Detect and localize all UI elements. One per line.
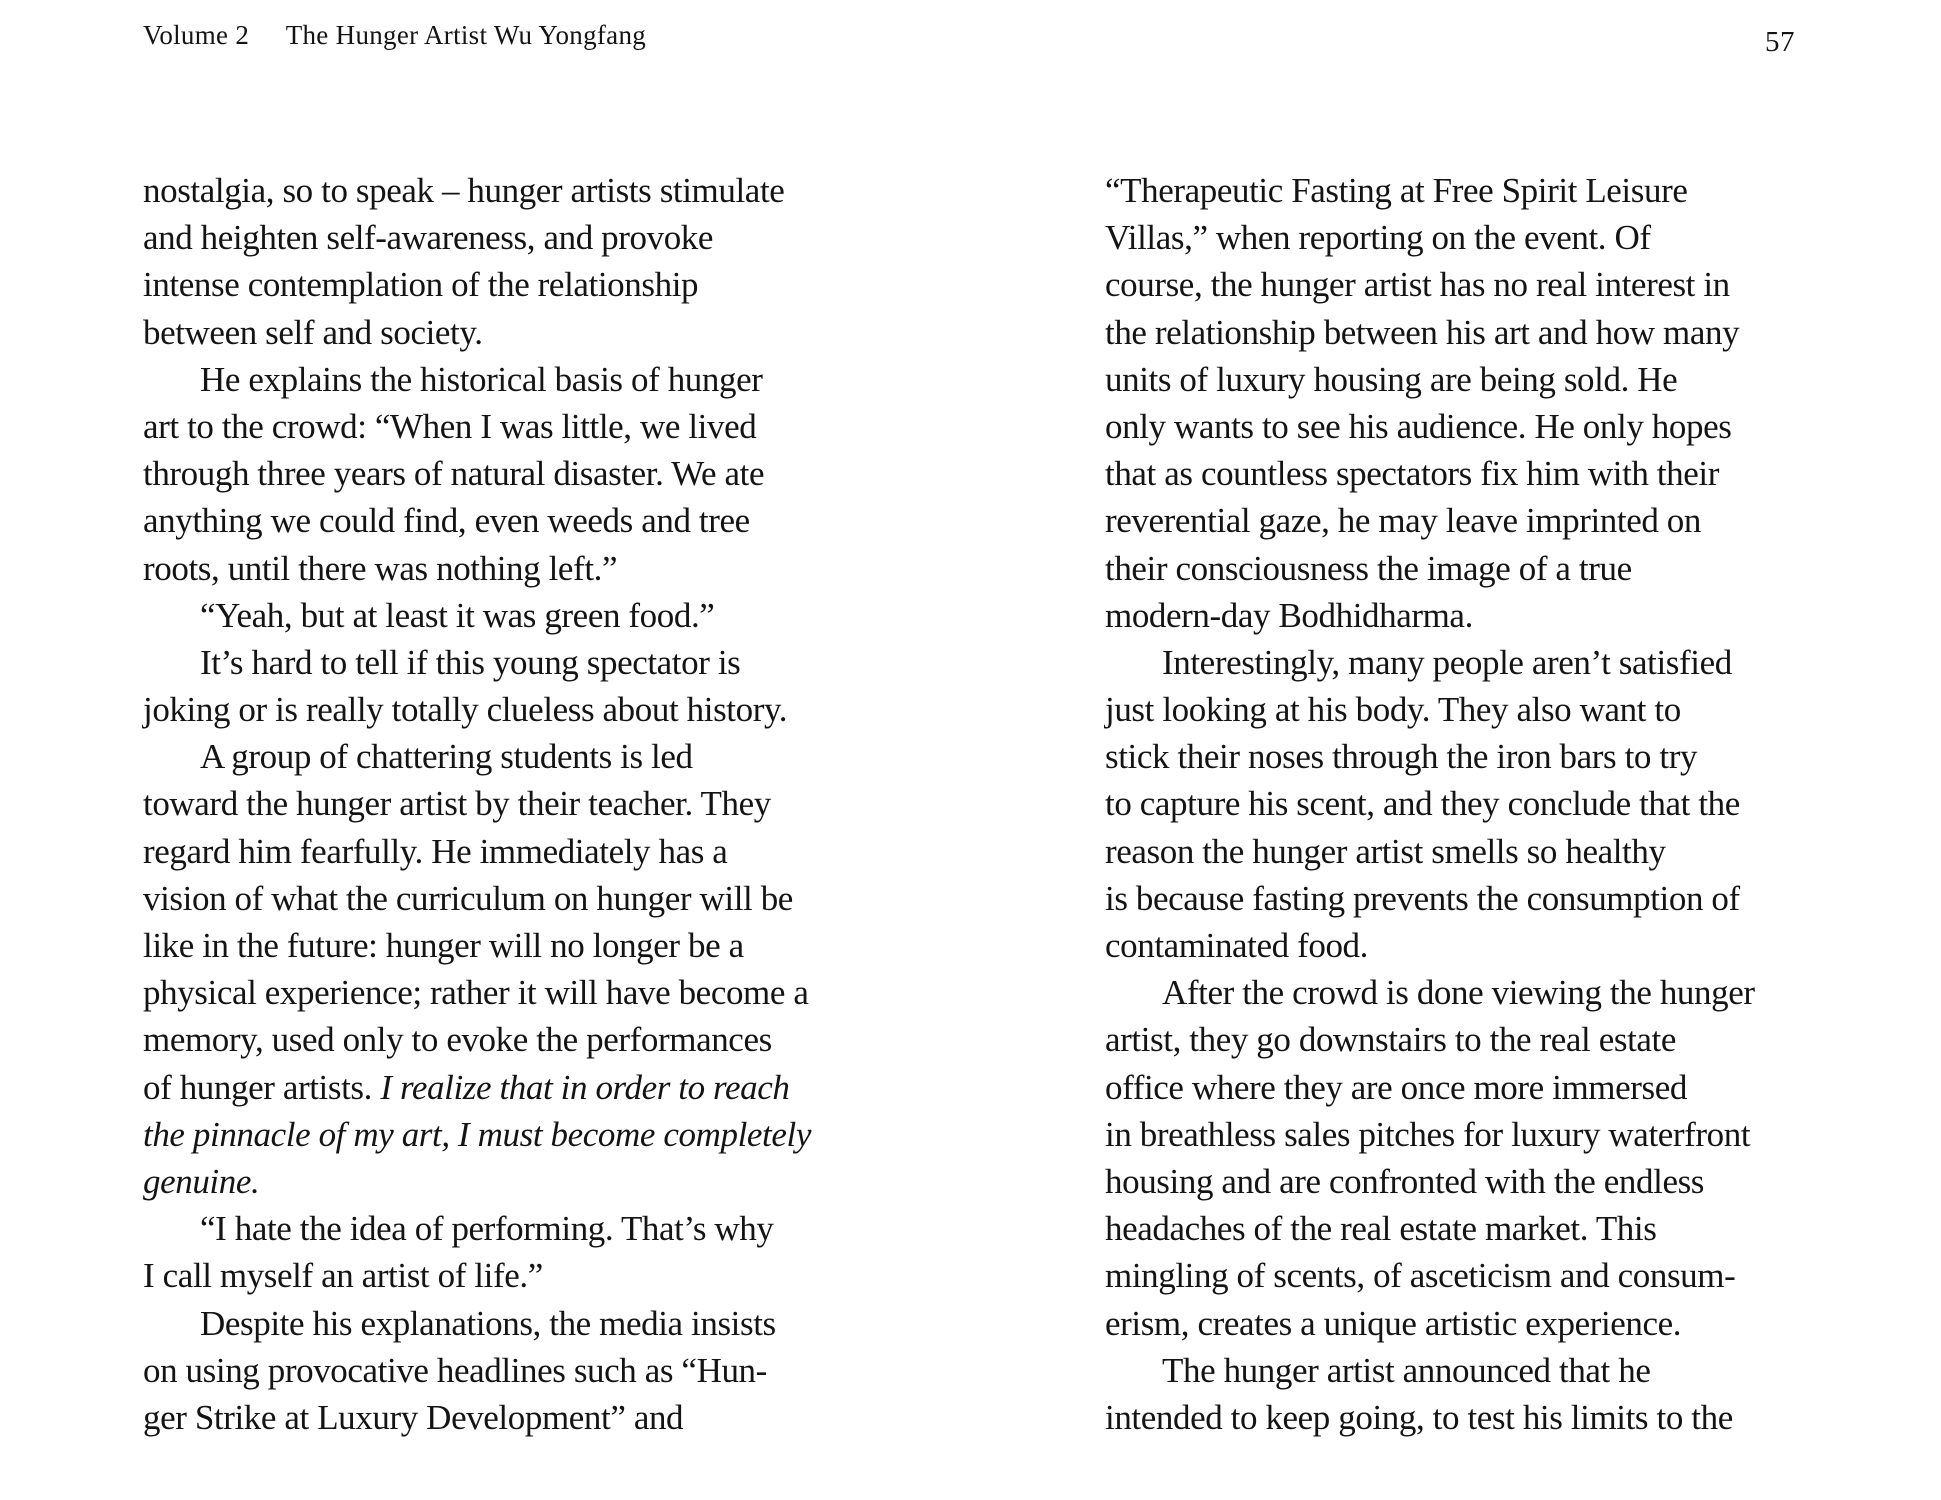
right-column (1105, 167, 1755, 1441)
text-line (143, 1300, 811, 1347)
text-segment: artist, they go downstairs to the real estate (1105, 1020, 1677, 1060)
text-segment: office where they are once more immersed (1105, 1067, 1687, 1107)
text-line (1105, 828, 1755, 875)
text-segment: erism, creates a unique artistic experience. (1105, 1303, 1682, 1343)
text-line (1105, 1394, 1755, 1441)
text-segment: and heighten self-awareness, and provoke (143, 218, 714, 258)
text-line (1105, 356, 1755, 403)
left-column (143, 167, 811, 1441)
text-segment: in breathless sales pitches for luxury waterfront (1105, 1114, 1751, 1154)
text-line (143, 545, 811, 592)
text-segment: mingling of scents, of asceticism and consum- (1105, 1256, 1736, 1296)
text-segment: is because fasting prevents the consumption of (1105, 878, 1740, 918)
text-line (1105, 497, 1755, 544)
text-line (143, 875, 811, 922)
italic-text-segment: the pinnacle of my art, I must become completely (143, 1114, 811, 1154)
text-line (143, 450, 811, 497)
text-segment: The hunger artist announced that he (1162, 1350, 1651, 1390)
text-line (1105, 1158, 1755, 1205)
text-line (1105, 686, 1755, 733)
text-segment: toward the hunger artist by their teacher. They (143, 784, 771, 824)
text-segment: Despite his explanations, the media insists (200, 1303, 776, 1343)
text-line (143, 592, 811, 639)
text-segment: contaminated food. (1105, 926, 1368, 965)
text-line (143, 1111, 811, 1158)
text-line (1105, 261, 1755, 308)
text-segment: A group of chattering students is led (200, 737, 693, 777)
text-line (143, 1205, 811, 1252)
text-segment: anything we could find, even weeds and tree (143, 501, 750, 541)
text-line (1105, 780, 1755, 827)
text-line (1105, 167, 1755, 214)
text-segment: headaches of the real estate market. This (1105, 1209, 1657, 1249)
text-segment: modern-day Bodhidharma. (1105, 595, 1473, 635)
text-segment: their consciousness the image of a true (1105, 548, 1632, 588)
text-segment: housing and are confronted with the endless (1105, 1161, 1705, 1201)
text-line (143, 1016, 811, 1063)
text-line (1105, 450, 1755, 497)
text-segment: units of luxury housing are being sold. He (1105, 359, 1678, 399)
text-segment: “Yeah, but at least it was green food.” (200, 595, 715, 635)
text-segment: reverential gaze, he may leave imprinted on (1105, 501, 1701, 541)
text-segment: ger Strike at Luxury Development” and (143, 1397, 684, 1437)
text-segment: memory, used only to evoke the performances (143, 1020, 772, 1060)
text-line (1105, 214, 1755, 261)
text-line (143, 1252, 811, 1299)
text-line (1105, 639, 1755, 686)
text-segment: “Therapeutic Fasting at Free Spirit Leisure (1105, 171, 1688, 210)
text-segment: intended to keep going, to test his limits to the (1105, 1397, 1733, 1437)
text-segment: stick their noses through the iron bars to try (1105, 737, 1698, 777)
text-line (1105, 545, 1755, 592)
running-head (143, 20, 646, 51)
text-line (143, 922, 811, 969)
text-line (143, 1394, 811, 1441)
text-line (143, 167, 811, 214)
text-line (1105, 733, 1755, 780)
text-line (1105, 403, 1755, 450)
text-segment: physical experience; rather it will have become a (143, 973, 809, 1013)
text-line (143, 1347, 811, 1394)
text-segment: I call myself an artist of life.” (143, 1256, 543, 1296)
page-number: 57 (1765, 26, 1795, 58)
text-segment: He explains the historical basis of hunger (200, 359, 763, 399)
text-line (1105, 1016, 1755, 1063)
text-line (143, 733, 811, 780)
text-line (143, 639, 811, 686)
text-line (143, 214, 811, 261)
text-segment: that as countless spectators fix him with their (1105, 454, 1719, 494)
text-line (143, 403, 811, 450)
text-segment: regard him fearfully. He immediately has a (143, 831, 728, 871)
text-segment: on using provocative headlines such as “Hun- (143, 1350, 767, 1390)
text-segment: It’s hard to tell if this young spectator is (200, 642, 741, 682)
text-segment: of hunger artists. (143, 1067, 381, 1107)
text-segment: intense contemplation of the relationship (143, 265, 699, 305)
text-segment: like in the future: hunger will no longer be a (143, 926, 744, 965)
text-segment: just looking at his body. They also want to (1105, 690, 1681, 730)
text-segment: only wants to see his audience. He only hopes (1105, 406, 1732, 446)
text-segment: reason the hunger artist smells so healthy (1105, 831, 1666, 871)
text-segment: course, the hunger artist has no real interest in (1105, 265, 1730, 305)
text-line (143, 261, 811, 308)
text-line (143, 686, 811, 733)
italic-text-segment: genuine. (143, 1161, 260, 1201)
text-line (1105, 1347, 1755, 1394)
text-segment: joking or is really totally clueless about history. (143, 690, 788, 730)
text-segment: through three years of natural disaster. We ate (143, 454, 765, 494)
text-line (1105, 309, 1755, 356)
volume-label: Volume 2 (143, 20, 250, 50)
text-line (1105, 922, 1755, 969)
text-line (1105, 1111, 1755, 1158)
text-segment: nostalgia, so to speak – hunger artists stimulate (143, 171, 785, 210)
text-segment: Interestingly, many people aren’t satisfied (1162, 642, 1732, 682)
text-line (143, 828, 811, 875)
text-segment: art to the crowd: “When I was little, we lived (143, 406, 757, 446)
text-line (143, 356, 811, 403)
text-line (143, 309, 811, 356)
text-segment: After the crowd is done viewing the hunger (1162, 973, 1755, 1013)
text-segment: vision of what the curriculum on hunger will be (143, 878, 793, 918)
text-line (1105, 875, 1755, 922)
text-segment: roots, until there was nothing left.” (143, 548, 618, 588)
text-line (143, 1064, 811, 1111)
chapter-title: The Hunger Artist Wu Yongfang (285, 20, 647, 50)
text-line (143, 969, 811, 1016)
text-segment: “I hate the idea of performing. That’s why (200, 1209, 774, 1249)
text-line (143, 497, 811, 544)
text-line (1105, 1300, 1755, 1347)
text-segment: the relationship between his art and how many (1105, 312, 1740, 352)
text-line (1105, 592, 1755, 639)
text-segment: to capture his scent, and they conclude that the (1105, 784, 1740, 824)
text-line (1105, 1252, 1755, 1299)
text-segment: Villas,” when reporting on the event. Of (1105, 218, 1651, 258)
italic-text-segment: I realize that in order to reach (380, 1067, 790, 1107)
text-line (1105, 969, 1755, 1016)
text-line (1105, 1205, 1755, 1252)
text-line (1105, 1064, 1755, 1111)
text-line (143, 1158, 811, 1205)
text-line (143, 780, 811, 827)
text-segment: between self and society. (143, 312, 483, 352)
